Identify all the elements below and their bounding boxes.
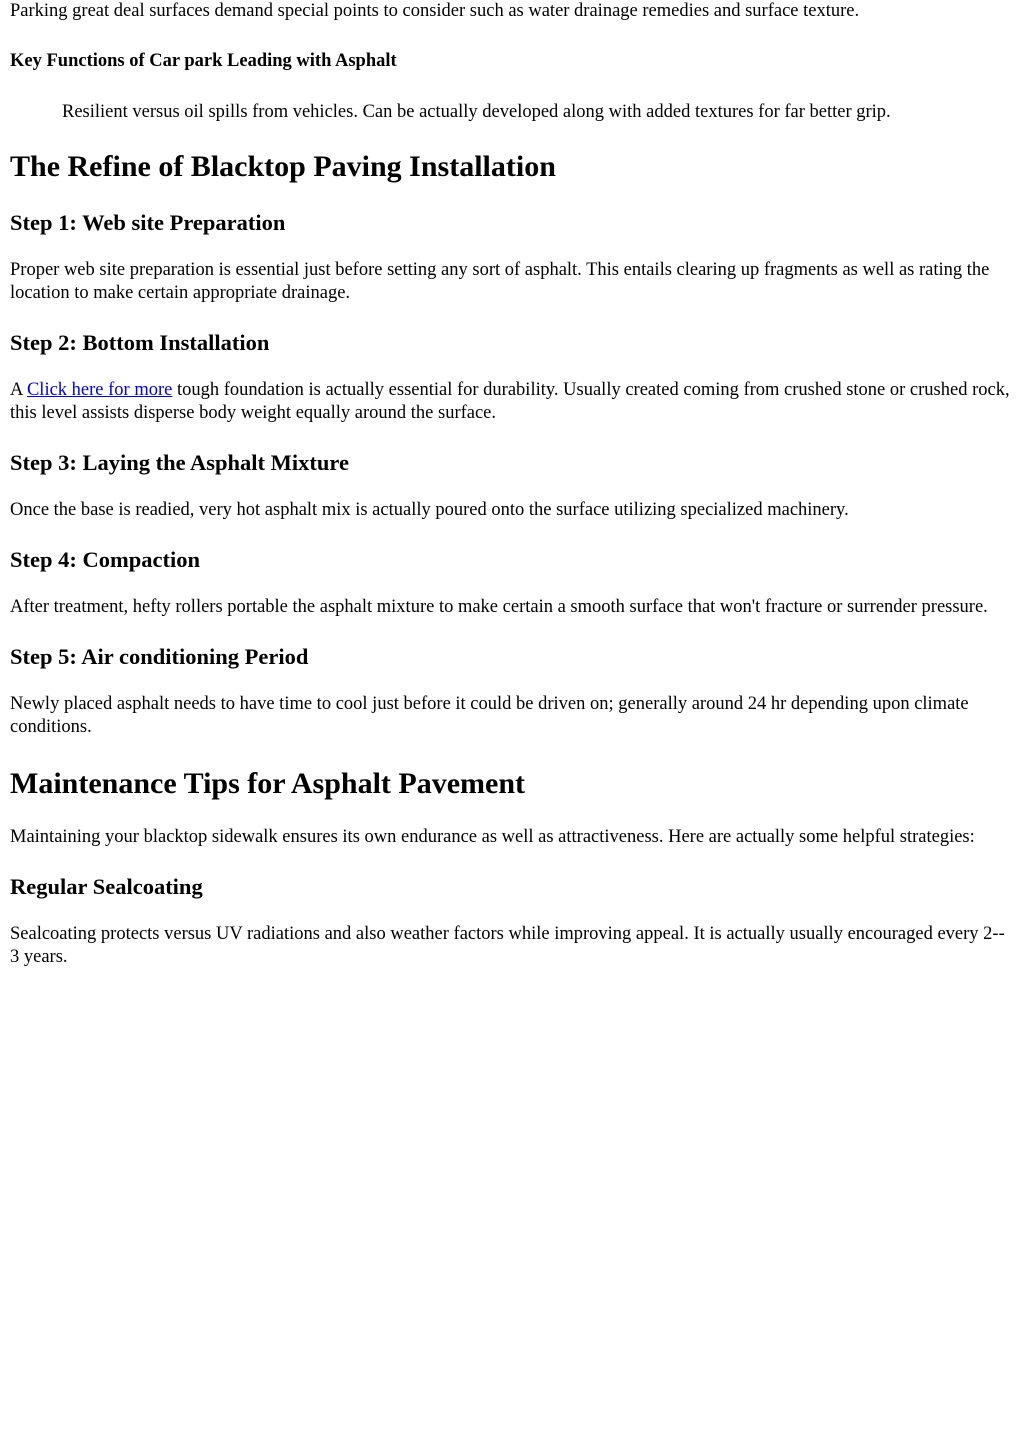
click-here-for-more-link[interactable]: Click here for more — [26, 380, 173, 400]
maintenance-intro: Maintaining your blacktop sidewalk ensures its own endurance as well as attractiveness. Here are actually some helpful strategies: — [10, 827, 975, 847]
intro-paragraph: Parking great deal surfaces demand special points to consider such as water drainage remedies and surface texture. — [10, 1, 860, 21]
step-3-heading: Step 3: Laying the Asphalt Mixture — [10, 450, 349, 475]
step-2-text-after-link: tough foundation is actually essential for durability. Usually created coming from crushed stone or crushed rock, this level assists disperse body weight equally around the surface. — [10, 380, 1010, 423]
step-1-text: Proper web site preparation is essential just before setting any sort of asphalt. This entails clearing up fragments as well as rating the location to make certain appropriate drainage. — [10, 260, 990, 303]
key-functions-quote: Resilient versus oil spills from vehicles. Can be actually developed along with added textures for far better grip. — [62, 102, 891, 122]
step-2-text-before-link: A — [10, 380, 27, 400]
document-page — [10, 0, 1014, 969]
step-2-heading: Step 2: Bottom Installation — [10, 330, 270, 355]
regular-sealcoating-text: Sealcoating protects versus UV radiations and also weather factors while improving appeal. It is actually usually encouraged every 2-- 3 years. — [10, 924, 1005, 967]
step-3-text: Once the base is readied, very hot asphalt mix is actually poured onto the surface utilizing specialized machinery. — [10, 500, 849, 520]
regular-sealcoating-heading: Regular Sealcoating — [10, 874, 203, 899]
step-4-heading: Step 4: Compaction — [10, 547, 200, 572]
step-5-heading: Step 5: Air conditioning Period — [10, 644, 309, 669]
maintenance-section-title: Maintenance Tips for Asphalt Pavement — [10, 767, 526, 800]
step-1-heading: Step 1: Web site Preparation — [10, 210, 286, 235]
key-functions-heading: Key Functions of Car park Leading with Asphalt — [10, 51, 397, 71]
step-2-text — [10, 379, 1014, 425]
step-4-text: After treatment, hefty rollers portable the asphalt mixture to make certain a smooth surface that won't fracture or surrender pressure. — [10, 597, 988, 617]
installation-section-title: The Refine of Blacktop Paving Installation — [10, 150, 556, 183]
step-5-text: Newly placed asphalt needs to have time to cool just before it could be driven on; generally around 24 hr depending upon climate conditions. — [10, 694, 969, 737]
